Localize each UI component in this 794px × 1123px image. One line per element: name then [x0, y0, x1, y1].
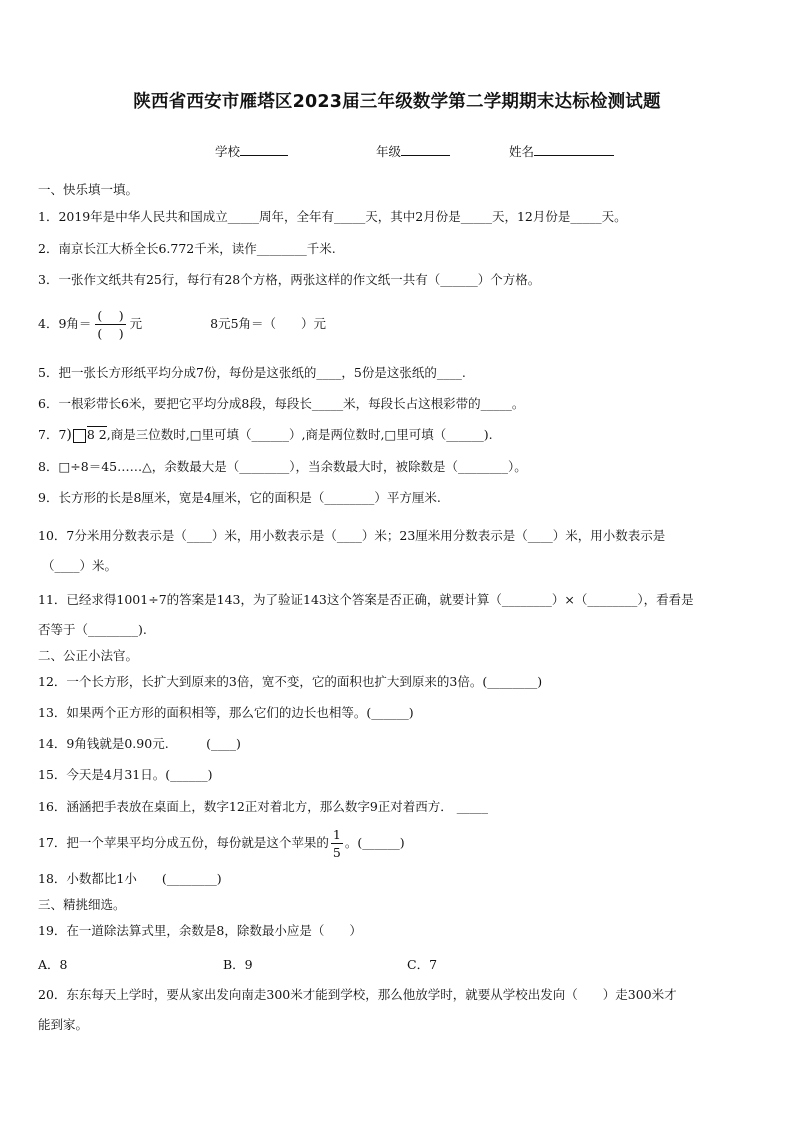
question-19: 19．在一道除法算式里，余数是8，除数最小应是（ ） [38, 923, 362, 938]
grade-label: 年级 [376, 144, 402, 159]
fraction-denominator: ( ) [97, 326, 124, 341]
question-7 [38, 427, 493, 443]
division-bracket-icon: ) [66, 427, 72, 443]
question-6: 6．一根彩带长6米，要把它平均分成8段，每段长_____米，每段长占这根彩带的_____。 [38, 396, 525, 411]
fraction-denominator: 5 [332, 845, 341, 860]
question-16: 16．涵涵把手表放在桌面上，数字12正对着北方，那么数字9正对着西方． _____ [38, 799, 488, 814]
page-title: 陕西省西安市雁塔区2023届三年级数学第二学期期末达标检测试题 [133, 92, 661, 112]
question-11-line-1: 11．已经求得1001÷7的答案是143，为了验证143这个答案是否正确，就要计算（________）×（________），看看是 [38, 592, 694, 607]
question-7-text: ,商是三位数时,□里可填（______）,商是两位数时,□里可填（______). [106, 427, 493, 442]
question-17 [38, 824, 405, 862]
question-17-fraction [331, 826, 343, 861]
question-20-line-1: 20．东东每天上学时，要从家出发向南走300米才能到学校，那么他放学时，就要从学校出发向（ ）走300米才 [38, 987, 677, 1002]
grade-field [376, 142, 450, 160]
name-label: 姓名 [509, 144, 535, 159]
option-b: B．9 [223, 957, 253, 972]
question-4 [38, 305, 326, 343]
option-a: A．8 [38, 957, 68, 972]
question-20-line-2: 能到家。 [38, 1017, 89, 1032]
question-4-unit: 元 [129, 316, 143, 331]
option-c: C．7 [407, 957, 438, 972]
section-heading-1: 一、快乐填一填。 [38, 182, 139, 197]
fraction-numerator: 1 [332, 827, 341, 842]
question-8: 8．□÷8＝45……△，余数最大是（________），当余数最大时，被除数是（________）。 [38, 459, 527, 474]
question-5: 5．把一张长方形纸平均分成7份，每份是这张纸的____，5份是这张纸的____. [38, 365, 466, 380]
grade-blank [401, 143, 450, 156]
question-10-line-2: （____）米。 [42, 558, 118, 573]
question-17-blank: 。(______) [344, 835, 405, 850]
name-blank [534, 143, 614, 156]
question-11-line-2: 否等于（________). [38, 622, 147, 637]
school-field [215, 142, 288, 160]
school-blank [240, 143, 288, 156]
school-label: 学校 [215, 144, 241, 159]
question-9: 9．长方形的长是8厘米，宽是4厘米，它的面积是（________）平方厘米. [38, 490, 441, 505]
question-14: 14．9角钱就是0.90元. (____) [38, 736, 241, 751]
name-field [509, 142, 614, 160]
question-2: 2．南京长江大桥全长6.772千米，读作________千米. [38, 241, 336, 256]
question-4-part-b: 8元5角＝（ ）元 [210, 316, 327, 331]
question-7-digits: 8 2 [86, 427, 107, 442]
question-18: 18．小数都比1小 (________) [38, 871, 222, 886]
question-4-part-a: 4．9角＝ [38, 316, 92, 331]
question-10-line-1: 10．7分米用分数表示是（____）米，用小数表示是（____）米；23厘米用分数表示是（____）米，用小数表示是 [38, 528, 666, 543]
fraction-numerator: ( ) [97, 308, 124, 323]
question-13: 13．如果两个正方形的面积相等，那么它们的边长也相等。(______) [38, 705, 414, 720]
question-12: 12．一个长方形，长扩大到原来的3倍，宽不变，它的面积也扩大到原来的3倍。(________) [38, 674, 543, 689]
section-heading-3: 三、精挑细选。 [38, 897, 126, 912]
question-7-prefix: 7．7 [38, 427, 67, 442]
question-1: 1．2019年是中华人民共和国成立_____周年，全年有_____天，其中2月份是_____天，12月份是_____天。 [38, 209, 627, 224]
question-4-fraction [95, 307, 125, 342]
blank-box [73, 429, 86, 443]
question-15: 15．今天是4月31日。(______) [38, 767, 213, 782]
question-17-text: 17．把一个苹果平均分成五份，每份就是这个苹果的 [38, 835, 329, 850]
question-3: 3．一张作文纸共有25行，每行有28个方格，两张这样的作文纸一共有（______）个方格。 [38, 272, 541, 287]
section-heading-2: 二、公正小法官。 [38, 648, 139, 663]
